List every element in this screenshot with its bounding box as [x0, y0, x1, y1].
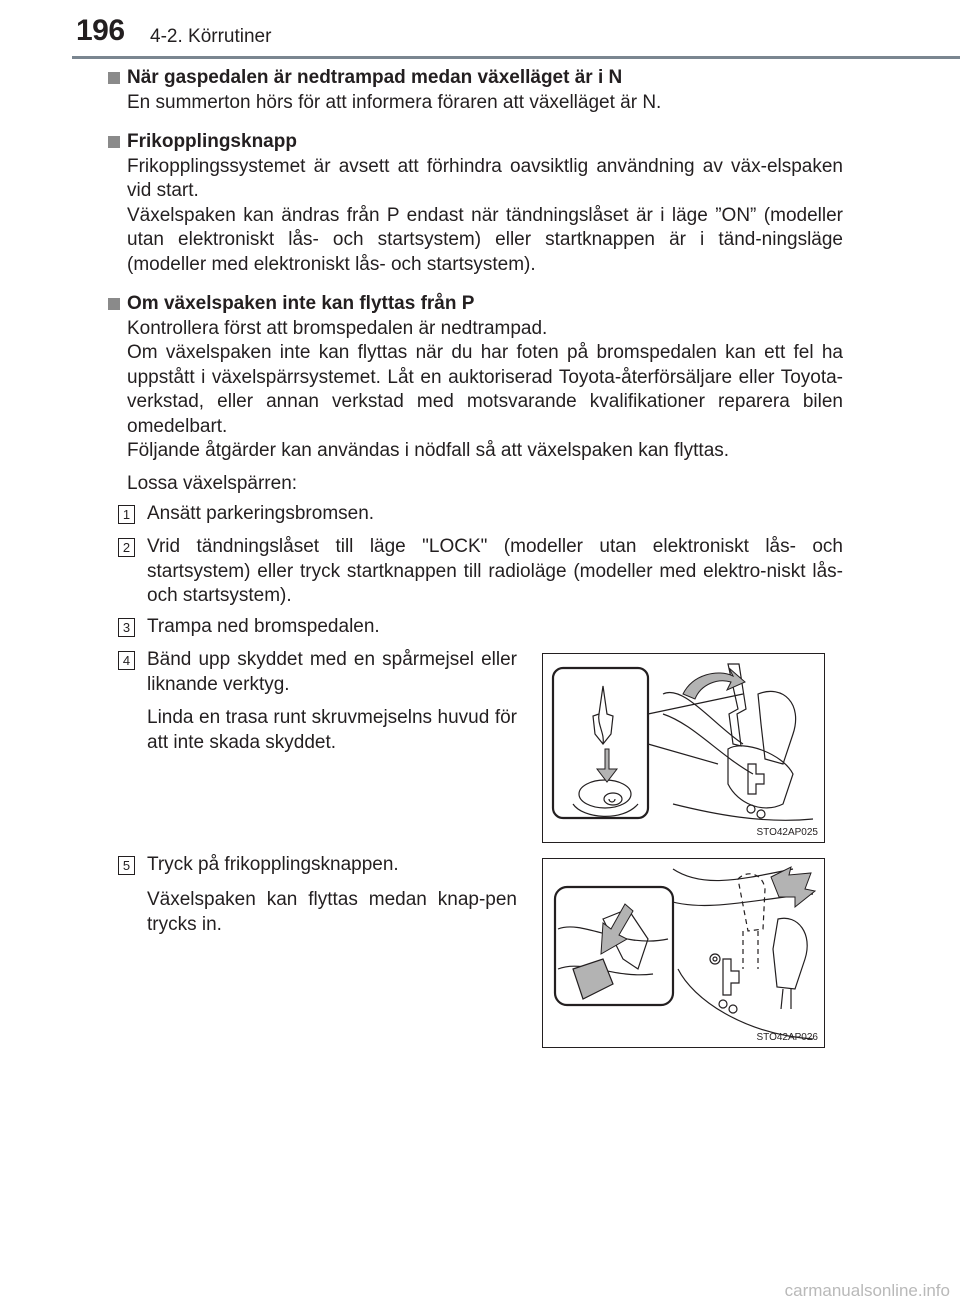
header-rule [72, 56, 960, 59]
paragraph: Växelspaken kan ändras från P endast när tändningslåset är i läge ”ON” (modeller utan elektroniskt lås- och startsystem) eller startknappen är i tänd-ningsläge (modeller med elektroniskt lås- och startsystem). [127, 204, 843, 275]
step-1 [118, 502, 843, 528]
paragraph: Frikopplingssystemet är avsett att förhindra oavsiktlig användning av väx-elspaken vid start. [127, 155, 843, 201]
step-note: Växelspaken kan flyttas medan knap-pen trycks in. [147, 889, 517, 935]
step-number: 3 [118, 618, 135, 637]
square-bullet-icon [108, 298, 120, 310]
figure-caption: STO42AP026 [756, 1032, 818, 1043]
figure-shift-release [542, 858, 825, 1048]
page-number: 196 [76, 14, 125, 47]
section-neutral-warning [108, 66, 843, 115]
step-text: Trampa ned bromspedalen. [147, 616, 380, 637]
step-text: Bänd upp skyddet med en spårmejsel eller liknande verktyg. [147, 649, 517, 695]
step-text: Tryck på frikopplingsknappen. [147, 854, 399, 875]
paragraph: Följande åtgärder kan användas i nödfall så att växelspaken kan flyttas. [127, 440, 730, 461]
step-number: 1 [118, 505, 135, 524]
step-note: Linda en trasa runt skruvmejselns huvud för att inte skada skyddet. [147, 707, 517, 753]
section-shift-lock-button [108, 130, 843, 277]
square-bullet-icon [108, 72, 120, 84]
screwdriver-pry-cover-illustration [543, 654, 824, 842]
paragraph: Om växelspaken inte kan flyttas när du har foten på bromspedalen kan ett fel ha uppstått i växelspärrsystemet. Låt en auktoriserad Toyota-återförsäljare eller Toyota-verkstad, eller annan verkstad med motsvarande kvalifikationer reparera bilen omedelbart. [127, 342, 843, 437]
paragraph: Lossa växelspärren: [127, 472, 298, 494]
watermark: carmanualsonline.info [784, 1281, 950, 1300]
step-4 [118, 648, 518, 768]
section-heading: Om växelspaken inte kan flyttas från P [108, 292, 843, 317]
figure-caption: STO42AP025 [756, 827, 818, 838]
section-title: 4-2. Körrutiner [150, 26, 272, 47]
step-3 [118, 615, 843, 641]
step-number: 5 [118, 856, 135, 875]
section-shift-lever-stuck [108, 292, 843, 496]
figure-pry-cover [542, 653, 825, 843]
section-heading: När gaspedalen är nedtrampad medan växelläget är i N [108, 66, 843, 91]
paragraph: En summerton hörs för att informera föraren att växelläget är N. [127, 91, 662, 113]
main-content [108, 66, 843, 503]
step-2 [118, 535, 843, 615]
step-text: Vrid tändningslåset till läge "LOCK" (modeller utan elektroniskt lås- och startsystem) eller tryck startknappen till radioläge (modeller med elektro-niskt lås- och startsystem). [147, 536, 843, 606]
step-5 [118, 853, 518, 943]
square-bullet-icon [108, 136, 120, 148]
section-heading: Frikopplingsknapp [108, 130, 843, 155]
step-text: Ansätt parkeringsbromsen. [147, 503, 375, 524]
step-number: 4 [118, 651, 135, 670]
step-number: 2 [118, 538, 135, 557]
shift-lock-release-illustration [543, 859, 824, 1047]
paragraph: Kontrollera först att bromspedalen är nedtrampad. [127, 317, 548, 339]
